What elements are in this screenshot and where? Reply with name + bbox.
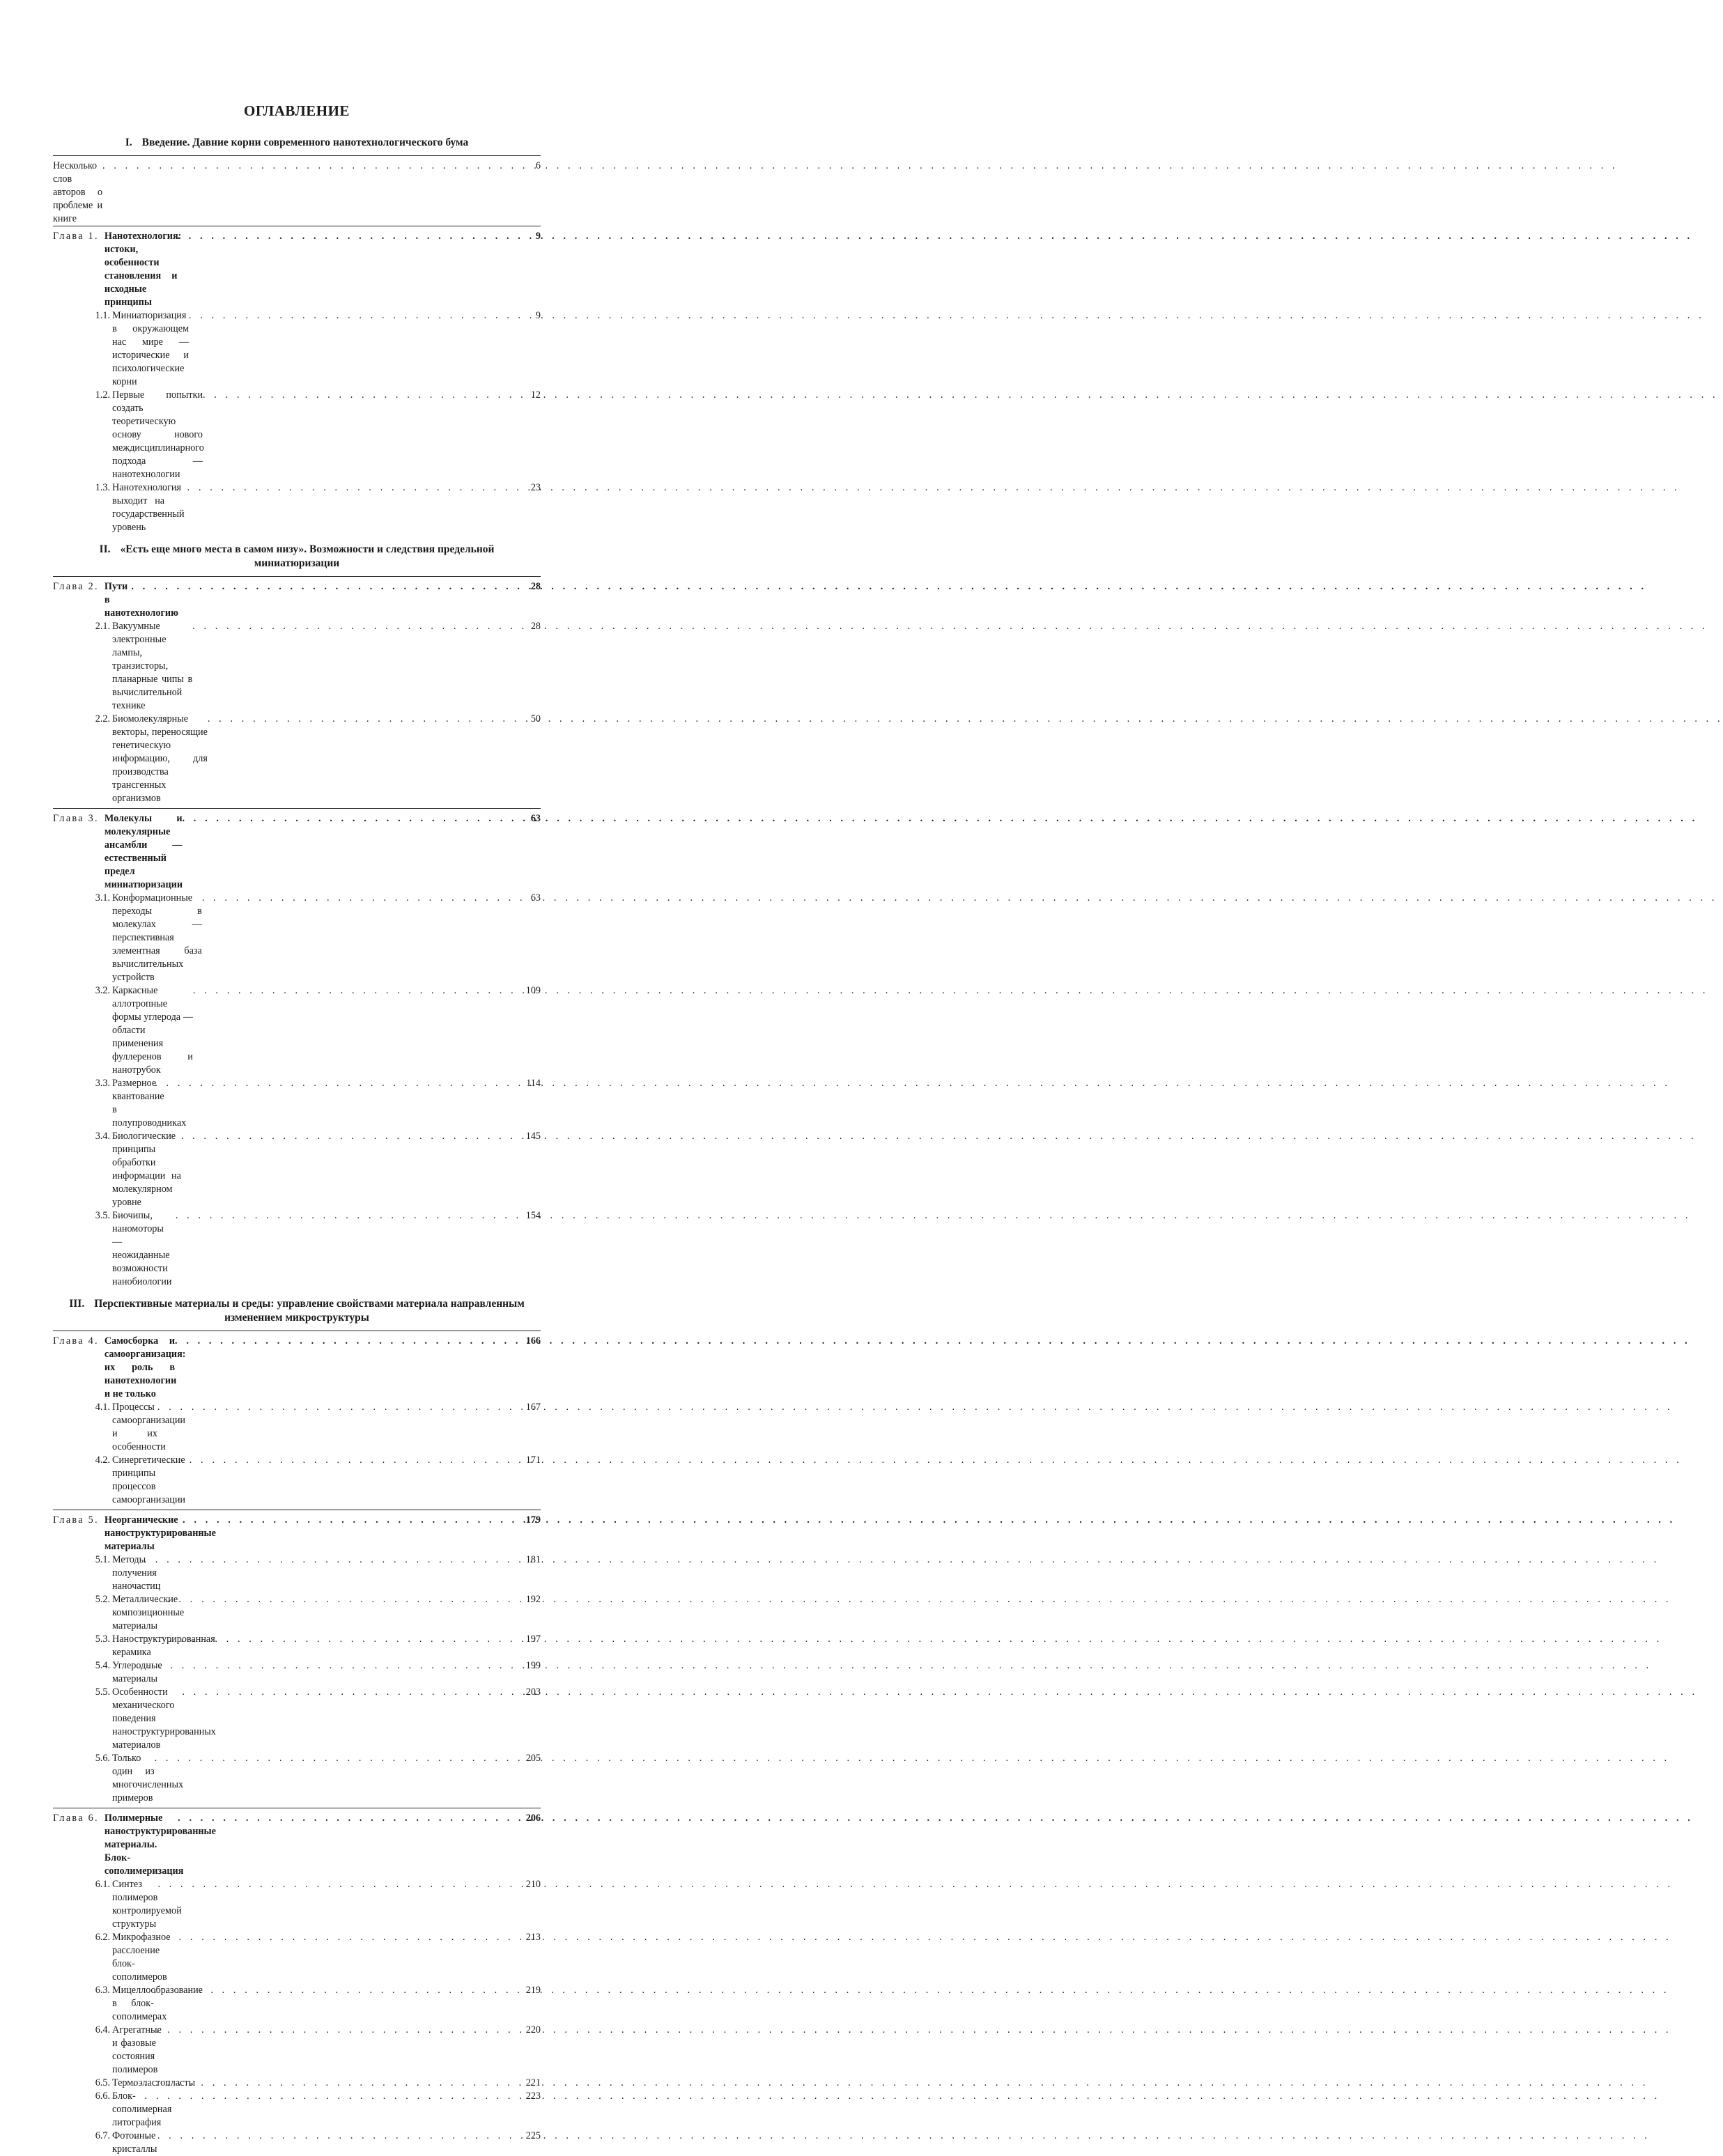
part-heading [53,543,541,571]
section-entry-title-line [112,1401,510,1454]
dot-leader [193,984,510,998]
chapter-entry-title-line [105,580,510,620]
section-entry-page: 197 [525,1634,541,1645]
dot-leader [203,389,510,402]
section-entry-text-wrap [53,1633,510,1659]
section-entry-text-wrap [53,1686,510,1752]
chapter-entry-title-line [105,230,510,309]
section-entry-number: 2.2. [95,713,110,724]
chapter-entry-page: 9 [535,231,541,242]
chapter-entry-title-line [105,1514,510,1553]
dot-leader [133,2077,510,2090]
chapter-entry-number: Глава 3. [53,813,99,824]
chapter-entry-text-wrap [53,230,510,309]
section-entry-title-line [112,481,510,534]
section-entry-page: 63 [530,892,541,903]
section-entry-title: Конформационные переходы в молекулах — перспективная элементная база вычислительных устройств [112,892,202,983]
dot-leader [156,2024,510,2037]
toc-entry-text-wrap [53,160,510,226]
chapter-entry[interactable] [53,1514,541,1553]
section-entry-page: 205 [525,1753,541,1764]
chapter-entry-page: 179 [525,1514,541,1526]
toc-entry-page: 6 [535,160,541,171]
dot-leader [183,812,511,825]
section-entry-title: Нанотехнология выходит на государственный уровень [112,482,185,533]
dot-leader [137,1659,510,1673]
dot-leader [157,1401,510,1414]
dot-leader [134,2130,510,2143]
section-entry-title: Биочипы, наномоторы — неожиданные возможности нанобиологии [112,1210,172,1287]
section-entry-title-line [112,2077,510,2090]
section-entry-page: 199 [525,1660,541,1671]
section-entry-page: 221 [525,2077,541,2088]
dot-leader [147,1633,510,1646]
chapter-entry-number: Глава 4. [53,1335,99,1347]
section-entry-number: 6.4. [95,2024,110,2035]
section-entry-title: Термоэластопласты [112,2077,196,2088]
dot-leader [189,309,510,323]
section-entry-page: 219 [525,1985,541,1996]
section-entry-page: 50 [530,713,541,724]
dot-leader [160,1514,510,1527]
section-entry[interactable] [53,1553,541,1593]
section-entry-title-line [112,2024,510,2077]
section-entry-page: 28 [530,621,541,632]
chapter-entry-text-wrap [53,580,510,620]
section-entry-title-line [112,1931,510,1984]
chapter-entry[interactable] [53,230,541,309]
chapter-entry-title: Неорганические наноструктурированные материалы [104,1514,216,1552]
section-entry[interactable] [53,309,541,389]
section-entry-text-wrap [53,2077,510,2090]
section-entry[interactable] [53,2130,541,2156]
section-entry-title: Процессы самоорганизации и их особенности [112,1402,186,1452]
section-entry-number: 5.5. [95,1686,110,1698]
chapter-entry-number: Глава 2. [53,581,99,592]
section-entry-title-line [112,1209,510,1289]
section-entry-title-line [112,389,510,481]
section-entry-title: Особенности механического поведения наноструктурированных материалов [112,1686,216,1751]
dot-leader [178,1812,510,1825]
section-entry-text-wrap [53,2090,510,2130]
section-entry[interactable] [53,1984,541,2024]
dot-leader [154,1984,510,1997]
section-entry-page: 9 [535,310,541,321]
dot-leader [192,620,510,633]
section-entry-page: 154 [525,1210,541,1221]
section-entry[interactable] [53,892,541,984]
section-entry[interactable] [53,620,541,713]
dot-leader [176,1209,510,1223]
section-entry-text-wrap [53,620,510,713]
page [0,0,597,2155]
dot-leader [175,1335,510,1348]
section-entry-title-line [112,1454,510,1507]
section-entry-title-line [112,2090,510,2130]
section-entry-page: 114 [526,1078,541,1089]
section-entry-page: 145 [525,1131,541,1142]
section-entry-title-line [112,309,510,389]
section-entry[interactable] [53,481,541,534]
section-entry-number: 3.2. [95,985,110,996]
section-entry-text-wrap [53,1984,510,2024]
section-entry-title: Миниатюризация в окружающем нас мире — исторические и психологические корни [112,310,190,387]
section-entry[interactable] [53,2077,541,2090]
dot-leader [181,1130,510,1143]
chapter-entry-page: 63 [530,813,541,824]
chapter-entry-title: Пути в нанотехнологию [104,581,178,619]
chapter-entry-page: 206 [525,1813,541,1824]
section-entry-text-wrap [53,309,510,389]
section-entry-text-wrap [53,1553,510,1593]
chapter-entry-title-line [105,1335,510,1401]
divider [53,155,541,156]
dot-leader [155,1077,510,1090]
section-entry-number: 5.4. [95,1660,110,1671]
section-entry-number: 1.1. [95,310,110,321]
page-title: ОГЛАВЛЕНИЕ [244,102,350,119]
section-entry-title-line [112,1659,510,1686]
section-entry-number: 5.1. [95,1554,110,1565]
section-entry-title-line [112,1593,510,1633]
section-entry-title-line [112,892,510,984]
section-entry-text-wrap [53,1454,510,1507]
section-entry-text-wrap [53,2024,510,2077]
section-entry-title-line [112,1553,510,1593]
part-heading [53,136,541,150]
section-entry-page: 23 [530,482,541,493]
chapter-entry-title: Полимерные наноструктурированные материалы. Блок-сополимеризация [104,1813,216,1877]
section-entry[interactable] [53,1209,541,1289]
section-entry-number: 3.1. [95,892,110,903]
spacer [53,534,541,543]
section-entry-title: Синергетические принципы процессов самоорганизации [112,1455,186,1505]
section-entry[interactable] [53,1401,541,1454]
section-entry-number: 5.2. [95,1594,110,1605]
section-entry-page: 210 [525,1879,541,1890]
dot-leader [144,1553,510,1567]
section-entry-text-wrap [53,892,510,984]
section-entry-title: Фотонные кристаллы [112,2130,157,2155]
table-of-contents [53,104,541,2156]
chapter-entry-page: 166 [525,1335,541,1347]
section-entry-number: 2.1. [95,621,110,632]
toc-entry[interactable] [53,160,541,226]
section-entry-title: Вакуумные электронные лампы, транзисторы, планарные чипы в вычислительной технике [112,621,193,711]
section-entry-title-line [112,984,510,1077]
section-entry-text-wrap [53,1878,510,1931]
section-entry-title-line [112,620,510,713]
section-entry-page: 223 [525,2091,541,2102]
part-title: «Есть еще много места в самом низу». Возможности и следствия предельной миниатюризации [120,543,495,569]
section-entry-title: Методы получения наночастиц [112,1554,161,1592]
section-entry-title: Мицеллообразование в блок-сополимерах [112,1985,203,2022]
section-entry-text-wrap [53,389,510,481]
section-entry-text-wrap [53,1209,510,1289]
section-entry-number: 5.6. [95,1753,110,1764]
section-entry-page: 167 [525,1402,541,1413]
part-title: Перспективные материалы и среды: управление свойствами материала направленным изменением микроструктуры [94,1298,525,1324]
section-entry-number: 6.7. [95,2130,110,2141]
section-entry-title-line [112,1984,510,2024]
section-entry[interactable] [53,2090,541,2130]
spacer [53,1289,541,1297]
section-entry[interactable] [53,389,541,481]
section-entry-title-line [112,1686,510,1752]
divider [53,576,541,577]
dot-leader [157,1878,510,1891]
section-entry-text-wrap [53,1401,510,1454]
chapter-entry-text-wrap [53,1514,510,1553]
section-entry-text-wrap [53,1077,510,1130]
dot-leader [202,892,510,905]
section-entry-number: 5.3. [95,1634,110,1645]
section-entry-number: 3.4. [95,1131,110,1142]
section-entry-title: Каркасные аллотропные формы углерода — области применения фуллеренов и нанотрубок [112,985,193,1076]
chapter-entry-number: Глава 5. [53,1514,99,1526]
section-entry-number: 3.5. [95,1210,110,1221]
chapter-entry[interactable] [53,1812,541,1878]
section-entry-number: 4.2. [95,1455,110,1466]
section-entry-text-wrap [53,1659,510,1686]
section-entry-number: 6.2. [95,1932,110,1943]
section-entry-title: Агрегатные и фазовые состояния полимеров [112,2024,162,2075]
section-entry[interactable] [53,1752,541,1805]
chapter-entry-text-wrap [53,812,510,892]
section-entry[interactable] [53,713,541,805]
section-entry-text-wrap [53,1593,510,1633]
section-entry-title-line [112,1130,510,1209]
section-entry-page: 171 [525,1455,541,1466]
chapter-entry-page: 28 [530,581,541,592]
section-entry-page: 213 [525,1932,541,1943]
section-entry-text-wrap [53,984,510,1077]
dot-leader [131,580,510,594]
section-entry[interactable] [53,2024,541,2077]
chapter-entry-title: Молекулы и молекулярные ансамбли — естественный предел миниатюризации [104,813,183,890]
section-entry-title-line [112,1633,510,1659]
chapter-entry[interactable] [53,1335,541,1401]
section-entry-text-wrap [53,2130,510,2156]
section-entry-page: 220 [525,2024,541,2035]
section-entry-page: 225 [525,2130,541,2141]
section-entry-page: 12 [530,389,541,401]
section-entry-number: 1.3. [95,482,110,493]
section-entry[interactable] [53,984,541,1077]
chapter-entry-title: Нанотехнология: истоки, особенности становления и исходные принципы [104,231,182,308]
section-entry[interactable] [53,1130,541,1209]
section-entry-page: 109 [525,985,541,996]
section-entry[interactable] [53,1077,541,1130]
section-entry[interactable] [53,1633,541,1659]
chapter-entry-title-line [105,812,510,892]
dot-leader [155,1752,510,1765]
section-entry[interactable] [53,1659,541,1686]
section-entry-title: Биомолекулярные векторы, переносящие генетическую информацию, для производства трансгенных организмов [112,713,208,804]
section-entry[interactable] [53,1878,541,1931]
dot-leader [208,713,510,726]
section-entry-number: 6.6. [95,2091,110,2102]
section-entry-text-wrap [53,481,510,534]
section-entry-title: Первые попытки создать теоретическую основу нового междисциплинарного подхода — нанотехнологии [112,389,204,480]
section-entry-text-wrap [53,1752,510,1805]
section-entry[interactable] [53,1686,541,1752]
section-entry[interactable] [53,1593,541,1633]
section-entry-text-wrap [53,1130,510,1209]
dot-leader [156,1593,510,1606]
section-entry-text-wrap [53,713,510,805]
section-entry-page: 181 [525,1554,541,1565]
section-entry-title: Наноструктурированная керамика [112,1634,215,1658]
section-entry-number: 6.3. [95,1985,110,1996]
chapter-entry[interactable] [53,580,541,620]
dot-leader [177,230,510,243]
section-entry-number: 6.5. [95,2077,110,2088]
section-entry-text-wrap [53,1931,510,1984]
part-number: II. [99,543,111,555]
part-title: Введение. Давние корни современного нанотехнологического бума [141,137,469,148]
chapter-entry[interactable] [53,812,541,892]
section-entry-title-line [112,713,510,805]
section-entry-title: Только один из многочисленных примеров [112,1753,184,1804]
section-entry-title: Размерное квантование в полупроводниках [112,1078,187,1129]
section-entry-number: 3.3. [95,1078,110,1089]
section-entry-title-line [112,2130,510,2156]
section-entry[interactable] [53,1931,541,1984]
section-entry-title-line [112,1752,510,1805]
section-entry-title: Блок-сополимерная литография [112,2091,172,2128]
part-number: III. [69,1298,85,1310]
part-number: I. [125,137,132,148]
section-entry-page: 192 [525,1594,541,1605]
dot-leader [182,1686,510,1699]
chapter-entry-title: Самосборка и самоорганизация: их роль в нанотехнологии и не только [104,1335,186,1399]
chapter-entry-number: Глава 1. [53,231,99,242]
section-entry-title: Синтез полимеров контролируемой структуры [112,1879,182,1930]
dot-leader [156,1931,510,1944]
section-entry-title-line [112,1077,510,1130]
section-entry-title-line [112,1878,510,1931]
chapter-entry-number: Глава 6. [53,1813,99,1824]
part-heading [53,1297,541,1325]
toc-entry-title: Несколько слов авторов о проблеме и книге [53,160,103,224]
section-entry-title: Биологические принципы обработки информации на молекулярном уровне [112,1131,181,1208]
chapter-entry-title-line [105,1812,510,1878]
section-entry-number: 1.2. [95,389,110,401]
section-entry-page: 203 [525,1686,541,1698]
section-entry-title: Микрофазное расслоение блок-сополимеров [112,1932,171,1983]
chapter-entry-text-wrap [53,1335,510,1401]
dot-leader [164,481,510,495]
dot-leader [145,2090,510,2103]
toc-entry-title-line [53,160,510,226]
divider [53,808,541,809]
section-entry-number: 6.1. [95,1879,110,1890]
dot-leader [102,160,510,173]
chapter-entry-text-wrap [53,1812,510,1878]
section-entry-title: Углеродные материалы [112,1660,162,1684]
section-entry-number: 4.1. [95,1402,110,1413]
section-entry-title: Металлические композиционные материалы [112,1594,185,1631]
dot-leader [167,1454,510,1467]
section-entry[interactable] [53,1454,541,1507]
